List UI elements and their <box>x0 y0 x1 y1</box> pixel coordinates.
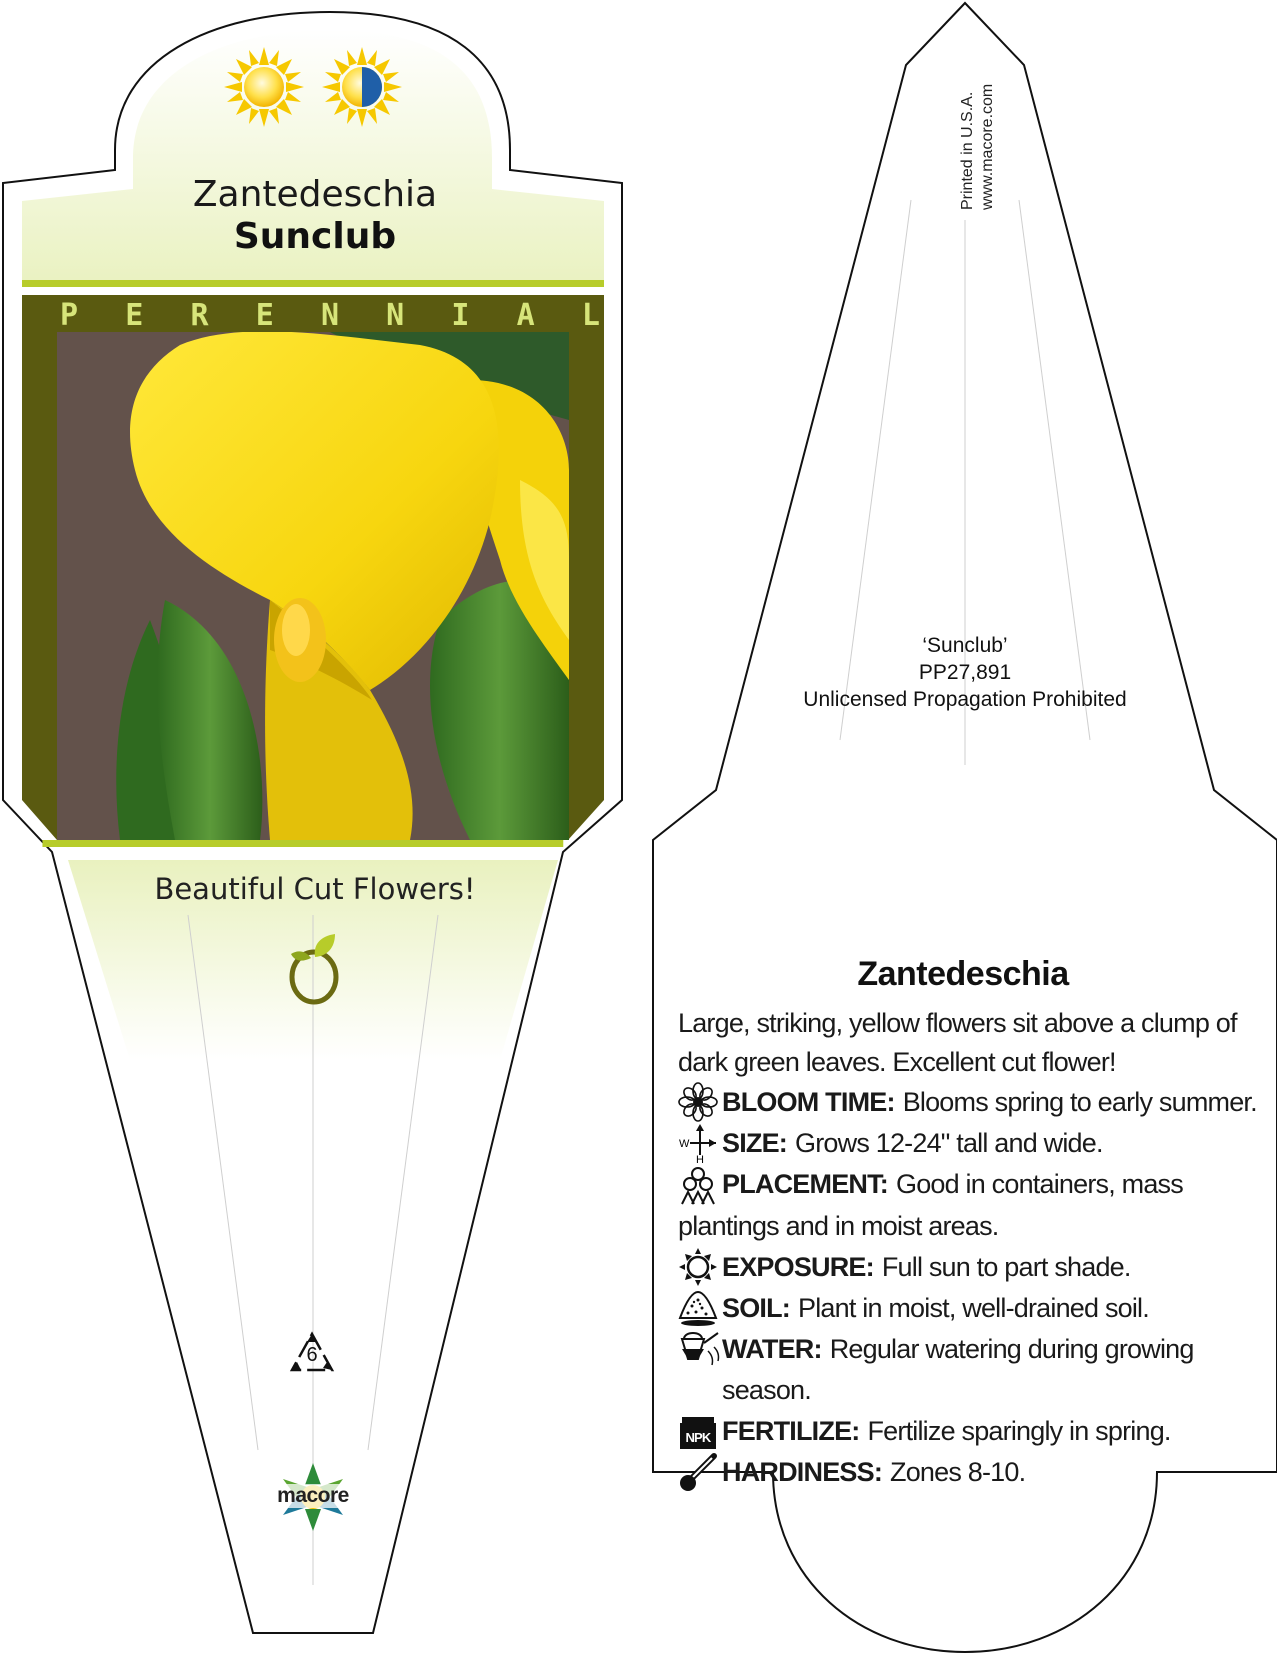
cultivar-name: ‘Sunclub’ <box>922 634 1008 657</box>
category-letter: L <box>581 298 600 333</box>
category-letter: A <box>516 298 535 333</box>
thermometer-icon <box>678 1452 722 1492</box>
care-row-water <box>678 1329 1268 1411</box>
flower-icon <box>678 1082 722 1122</box>
care-value: Zones 8-10. <box>890 1456 1026 1487</box>
printer-website: www.macore.com <box>979 83 996 210</box>
watering-can-icon <box>678 1329 722 1369</box>
care-label: FERTILIZE: <box>722 1415 860 1446</box>
care-row-hardiness <box>678 1452 1268 1493</box>
category-letter: N <box>320 298 339 333</box>
svg-text:H: H <box>696 1154 704 1163</box>
tagline: Beautiful Cut Flowers! <box>154 872 476 906</box>
svg-text:NPK: NPK <box>685 1429 711 1445</box>
seedling-icon <box>285 932 343 1008</box>
printed-credit <box>958 40 998 240</box>
sun-icon <box>678 1247 722 1287</box>
propagation-notice: Unlicensed Propagation Prohibited <box>803 688 1127 711</box>
care-label: HARDINESS: <box>722 1456 883 1487</box>
plant-name-heading: Zantedeschia <box>857 955 1069 993</box>
npk-icon <box>678 1411 722 1451</box>
patent-number: PP27,891 <box>918 661 1012 684</box>
care-row-soil <box>678 1288 1268 1329</box>
care-label: EXPOSURE: <box>722 1251 874 1282</box>
care-description <box>678 955 1268 1493</box>
soil-icon <box>678 1288 722 1328</box>
care-label: PLACEMENT: <box>722 1169 888 1199</box>
category-letter: I <box>451 298 470 333</box>
category-letter: R <box>190 298 209 333</box>
brand-name: macore <box>268 1484 358 1508</box>
size-icon <box>678 1123 722 1163</box>
care-row-exposure <box>678 1247 1268 1288</box>
care-row-placement <box>678 1164 1268 1247</box>
care-row-size <box>678 1123 1268 1164</box>
placement-icon <box>678 1166 722 1206</box>
plant-genus-title: Zantedeschia <box>192 174 438 215</box>
category-letter: E <box>255 298 274 333</box>
svg-text:W: W <box>679 1138 689 1150</box>
care-label: WATER: <box>722 1333 822 1364</box>
printed-location: Printed in U.S.A. <box>959 91 976 210</box>
patent-block <box>790 632 1140 713</box>
care-label: BLOOM TIME: <box>722 1087 895 1117</box>
care-value: Plant in moist, well-drained soil. <box>798 1292 1149 1323</box>
plant-description: Large, striking, yellow flowers sit above a clump of dark green leaves. Excellent cut flower! <box>678 1008 1237 1077</box>
care-value: Grows 12-24" tall and wide. <box>795 1128 1103 1158</box>
recycle-code: 6 <box>306 1344 318 1366</box>
care-label: SOIL: <box>722 1292 790 1323</box>
category-letter: N <box>386 298 405 333</box>
care-value: Regular watering during growing season. <box>722 1333 1194 1405</box>
care-value: Blooms spring to early summer. <box>902 1087 1257 1117</box>
plant-cultivar-title: Sunclub <box>233 216 397 257</box>
recycle-icon <box>287 1330 337 1380</box>
care-value: Full sun to part shade. <box>881 1251 1131 1282</box>
category-label <box>40 298 620 333</box>
care-row-bloom <box>678 1082 1268 1123</box>
care-label: SIZE: <box>722 1128 788 1158</box>
care-value: Fertilize sparingly in spring. <box>867 1415 1171 1446</box>
care-row-fertilize <box>678 1411 1268 1452</box>
brand-logo <box>268 1462 358 1532</box>
care-value: Good in containers, mass plantings and in moist areas. <box>678 1169 1183 1241</box>
category-letter: P <box>60 298 79 333</box>
category-letter: E <box>125 298 144 333</box>
